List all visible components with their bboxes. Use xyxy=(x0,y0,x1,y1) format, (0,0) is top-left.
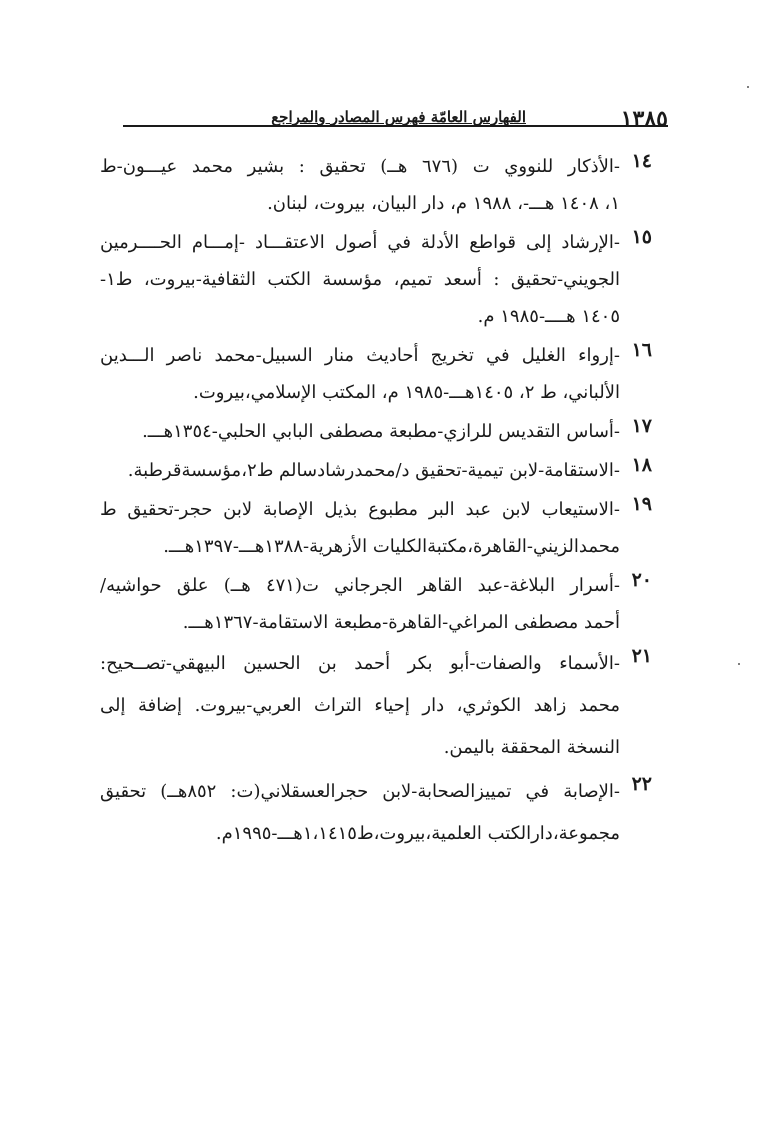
scan-speck xyxy=(738,663,740,665)
entry-line: -الأسماء والصفات-أبو بكر أحمد بن الحسين البيهقي-تصــحيح: xyxy=(100,653,620,674)
entry-line: -الاستقامة-لابن تيمية-تحقيق د/محمدرشادسالم ط٢،مؤسسةقرطبة. xyxy=(127,460,620,481)
bibliography-entry xyxy=(100,224,652,335)
bibliography-list xyxy=(100,148,652,857)
bibliography-entry xyxy=(100,643,652,769)
entry-line: ١٤٠٥ هــــ-١٩٨٥ م. xyxy=(477,306,620,327)
entry-line: الألباني، ط ٢، ١٤٠٥هـــ-١٩٨٥ م، المكتب الإسلامي،بيروت. xyxy=(193,382,620,403)
bibliography-entry xyxy=(100,771,652,855)
entry-line: محمد زاهد الكوثري، دار إحياء التراث العربي-بيروت. إضافة إلى xyxy=(100,695,620,716)
entry-line: -الإرشاد إلى قواطع الأدلة في أصول الاعتقـــاد -إمـــام الحــــرمين xyxy=(100,232,620,253)
page-number: ١٣٨٥ xyxy=(620,106,668,132)
entry-number: ١٤ xyxy=(631,150,652,172)
entry-line: محمدالزيني-القاهرة،مكتبةالكليات الأزهرية-١٣٨٨هـــ-١٣٩٧هـــ. xyxy=(163,536,620,557)
entry-line: -أساس التقديس للرازي-مطبعة مصطفى البابي الحلبي-١٣٥٤هـــ. xyxy=(142,421,620,442)
entry-number: ١٦ xyxy=(631,339,652,361)
entry-line: النسخة المحققة باليمن. xyxy=(443,737,620,758)
entry-number: ١٩ xyxy=(631,493,652,515)
page-header xyxy=(123,106,668,134)
entry-line: -إرواء الغليل في تخريج أحاديث منار السبيل-محمد ناصر الـــدين xyxy=(100,345,620,366)
entry-line: -الأذكار للنووي ت (٦٧٦ هــ) تحقيق : بشير محمد عيـــون-ط xyxy=(100,156,620,177)
entry-number: ٢٠ xyxy=(631,569,652,591)
entry-number: ١٧ xyxy=(631,415,652,437)
entry-number: ١٥ xyxy=(631,226,652,248)
bibliography-entry xyxy=(100,413,652,450)
entry-number: ١٨ xyxy=(631,454,652,476)
entry-line: أحمد مصطفى المراغي-القاهرة-مطبعة الاستقامة-١٣٦٧هـــ. xyxy=(182,612,620,633)
entry-number: ٢٢ xyxy=(631,773,652,795)
bibliography-entry xyxy=(100,148,652,222)
running-title: الفهارس العامّة فهرس المصادر والمراجع xyxy=(271,108,526,126)
entry-line: الجويني-تحقيق : أسعد تميم، مؤسسة الكتب الثقافية-بيروت، ط١- xyxy=(100,269,620,290)
header-rule xyxy=(123,125,668,127)
bibliography-entry xyxy=(100,452,652,489)
bibliography-entry xyxy=(100,491,652,565)
entry-number: ٢١ xyxy=(631,645,652,667)
scan-speck xyxy=(747,86,749,88)
bibliography-entry xyxy=(100,337,652,411)
entry-line: -الاستيعاب لابن عبد البر مطبوع بذيل الإصابة لابن حجر-تحقيق ط xyxy=(100,499,620,520)
entry-line: مجموعة،دارالكتب العلمية،بيروت،ط١،١٤١٥هـــ-١٩٩٥م. xyxy=(215,823,620,844)
entry-line: -أسرار البلاغة-عبد القاهر الجرجاني ت(٤٧١ هــ) علق حواشيه/ xyxy=(100,575,620,596)
entry-line: ١، ١٤٠٨ هـــ-، ١٩٨٨ م، دار البيان، بيروت، لبنان. xyxy=(267,193,620,214)
entry-line: -الإصابة في تمييزالصحابة-لابن حجرالعسقلاني(ت: ٨٥٢هــ) تحقيق xyxy=(100,781,620,802)
bibliography-entry xyxy=(100,567,652,641)
